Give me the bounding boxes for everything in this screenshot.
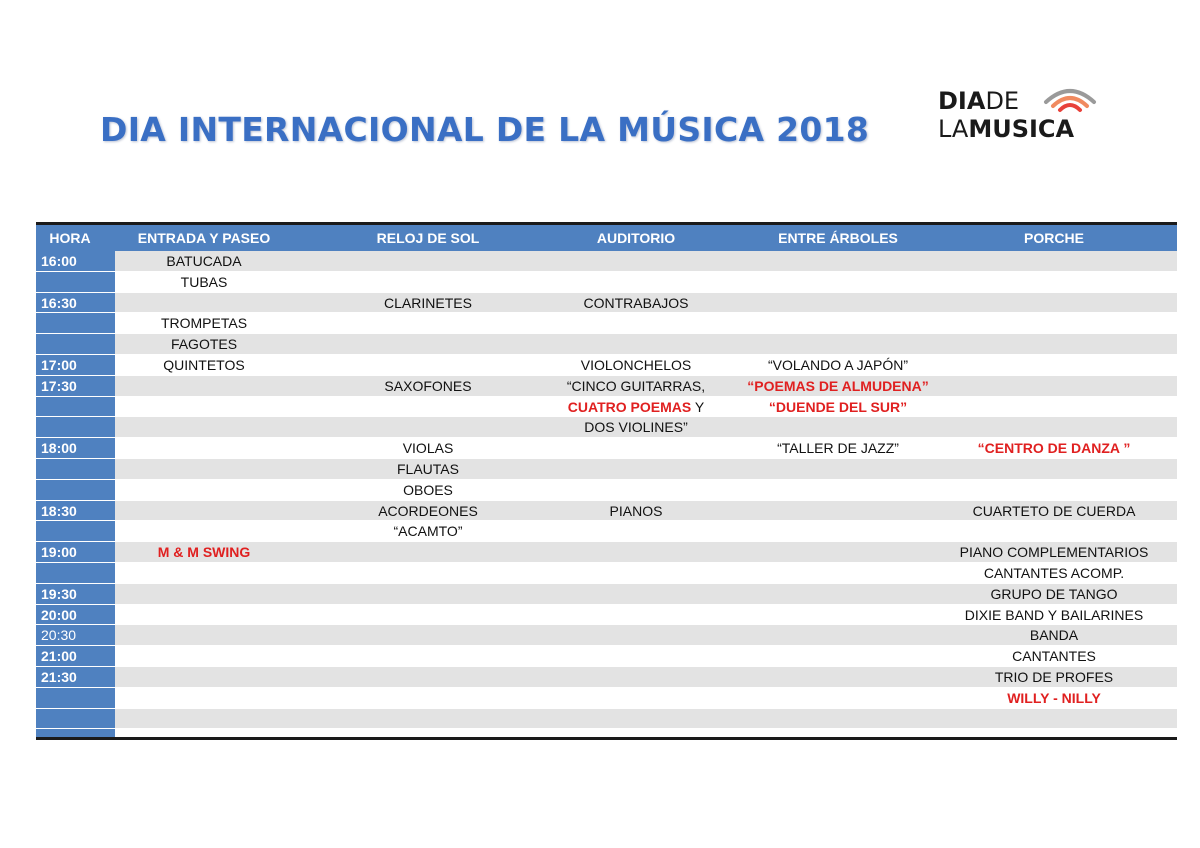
time-cell: 17:00 [41, 356, 77, 373]
schedule-table [36, 222, 1177, 740]
header-reloj-de-sol: RELOJ DE SOL [376, 230, 480, 246]
table-row [36, 646, 1177, 667]
header-entrada-y-paseo: ENTRADA Y PASEO [137, 230, 271, 246]
table-row [36, 334, 1177, 355]
porche-cell: “CENTRO DE DANZA ” [977, 440, 1131, 457]
row-background [115, 521, 1177, 542]
auditorio-cell: DOS VIOLINES” [584, 419, 688, 436]
time-cell: 16:30 [41, 294, 77, 311]
table-row [36, 355, 1177, 376]
porche-cell: CUARTETO DE CUERDA [972, 502, 1136, 519]
reloj-cell: FLAUTAS [397, 460, 459, 477]
auditorio-cell: PIANOS [609, 502, 663, 519]
entrada-cell: TUBAS [180, 273, 228, 290]
table-row [36, 584, 1177, 605]
reloj-cell: “ACAMTO” [393, 523, 463, 540]
dia-de-la-musica-logo [938, 84, 1098, 148]
time-cell: 21:00 [41, 648, 77, 665]
row-background [115, 313, 1177, 334]
reloj-cell: OBOES [403, 481, 453, 498]
porche-cell: CANTANTES [1012, 648, 1096, 665]
time-cell: 17:30 [41, 377, 77, 394]
table-row [36, 501, 1177, 522]
table-row [36, 272, 1177, 293]
auditorio-cell [568, 399, 704, 415]
table-row [36, 480, 1177, 501]
table-row [36, 313, 1177, 334]
entrada-cell: FAGOTES [170, 336, 238, 353]
arboles-cell: “POEMAS DE ALMUDENA” [747, 377, 929, 394]
header-entre-arboles: ENTRE ÁRBOLES [778, 230, 898, 246]
table-row [36, 521, 1177, 542]
table-row [36, 438, 1177, 459]
row-divider [36, 728, 1177, 729]
page-title: DIA INTERNACIONAL DE LA MÚSICA 2018 [100, 110, 870, 149]
reloj-cell: SAXOFONES [384, 377, 472, 394]
header-porche: PORCHE [1024, 230, 1084, 246]
time-cell: 19:30 [41, 585, 77, 602]
table-row [36, 417, 1177, 438]
row-background [115, 625, 1177, 646]
row-background [115, 251, 1177, 272]
schedule-rows [36, 251, 1177, 729]
row-background [115, 334, 1177, 355]
row-background [115, 709, 1177, 730]
table-row [36, 459, 1177, 480]
table-row [36, 542, 1177, 563]
reloj-cell: VIOLAS [402, 440, 454, 457]
porche-cell: DIXIE BAND Y BAILARINES [964, 606, 1144, 623]
time-cell: 21:30 [41, 668, 77, 685]
table-row [36, 293, 1177, 314]
header-auditorio: AUDITORIO [596, 230, 676, 246]
time-cell: 19:00 [41, 544, 77, 561]
time-cell: 20:00 [41, 606, 77, 623]
porche-cell: GRUPO DE TANGO [990, 585, 1118, 602]
row-background [115, 459, 1177, 480]
table-row [36, 376, 1177, 397]
cell-text: Y [691, 398, 705, 415]
table-row [36, 688, 1177, 709]
reloj-cell: ACORDEONES [378, 502, 478, 519]
table-row [36, 605, 1177, 626]
row-background [115, 272, 1177, 293]
entrada-cell: TROMPETAS [160, 315, 248, 332]
row-background [115, 480, 1177, 501]
entrada-cell: BATUCADA [166, 253, 242, 269]
time-cell: 18:00 [41, 440, 77, 457]
table-row [36, 563, 1177, 584]
time-cell: 16:00 [41, 253, 77, 269]
table-row [36, 251, 1177, 272]
highlight-text: CUATRO POEMAS [567, 398, 692, 415]
porche-cell: WILLY - NILLY [1007, 689, 1101, 706]
auditorio-cell: CONTRABAJOS [583, 294, 689, 311]
arboles-cell: “VOLANDO A JAPÓN” [767, 356, 909, 373]
entrada-cell: M & M SWING [157, 544, 251, 561]
porche-cell: CANTANTES ACOMP. [983, 564, 1125, 581]
time-cell: 20:30 [41, 627, 77, 644]
entrada-cell: QUINTETOS [163, 356, 245, 373]
logo-line-2: LAMUSICA [938, 115, 1075, 143]
porche-cell: BANDA [1029, 627, 1079, 644]
arboles-cell: “TALLER DE JAZZ” [777, 440, 899, 457]
table-row [36, 709, 1177, 730]
table-row [36, 397, 1177, 418]
table-row [36, 625, 1177, 646]
reloj-cell: CLARINETES [384, 294, 472, 311]
auditorio-cell: VIOLONCHELOS [580, 356, 692, 373]
header-hora: HORA [49, 230, 91, 246]
auditorio-cell: “CINCO GUITARRAS, [566, 377, 706, 394]
logo-line-1: DIADE [938, 87, 1020, 115]
table-row [36, 667, 1177, 688]
arboles-cell: “DUENDE DEL SUR” [768, 398, 908, 415]
time-cell: 18:30 [41, 502, 77, 519]
porche-cell: PIANO COMPLEMENTARIOS [959, 544, 1149, 561]
sound-waves-icon [1042, 84, 1098, 114]
porche-cell: TRIO DE PROFES [994, 668, 1114, 685]
table-header [36, 225, 1177, 251]
